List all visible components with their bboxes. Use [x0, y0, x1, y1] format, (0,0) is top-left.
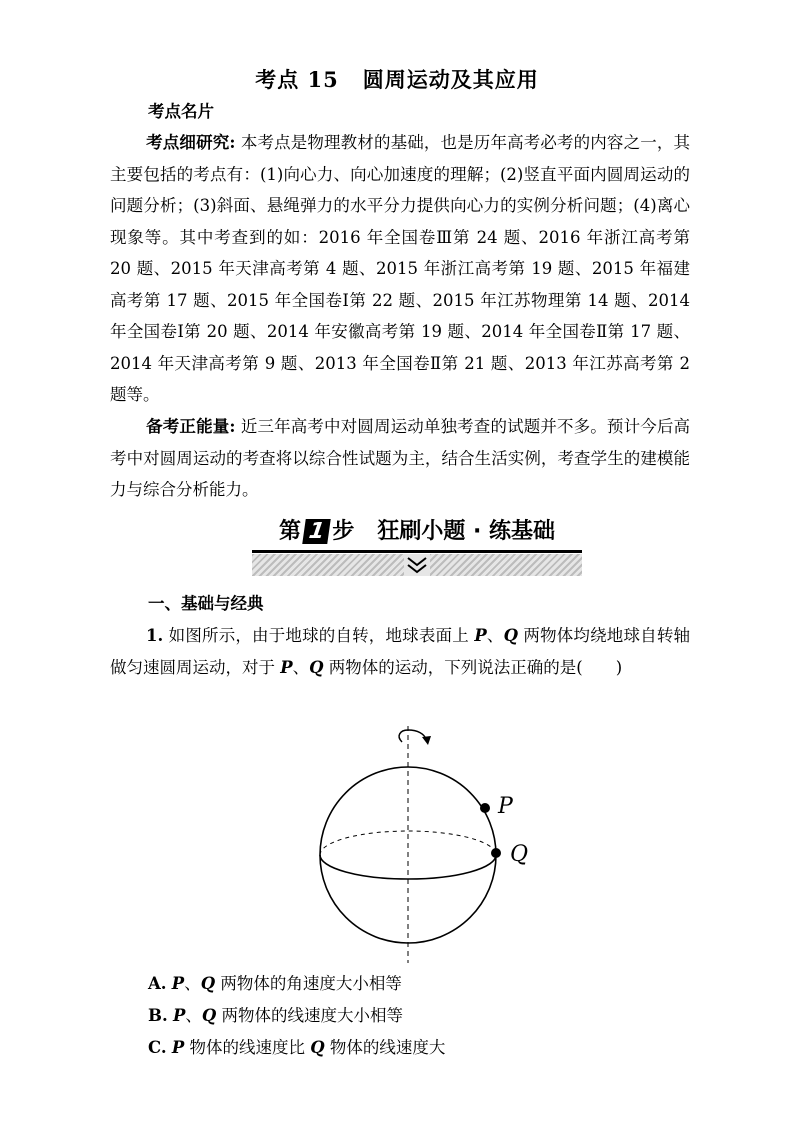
earth-rotation-figure: [300, 718, 540, 968]
banner-label: 第 1 步 狂刷小题 · 练基础: [278, 519, 555, 544]
label-p: P: [498, 794, 513, 819]
title-number: 考点 15: [255, 67, 339, 92]
section-heading: 一、基础与经典: [148, 594, 264, 613]
point-p: [480, 803, 490, 813]
point-q: [491, 848, 501, 858]
equator-front: [320, 855, 496, 879]
rotation-arrowhead-icon: [422, 736, 431, 745]
double-chevron-down-icon: [404, 554, 430, 576]
prep-label: 备考正能量:: [146, 417, 236, 436]
detail-label: 考点细研究:: [146, 133, 236, 152]
option-b: B. P、Q 两物体的线速度大小相等: [148, 1006, 403, 1025]
intro-heading: 考点名片: [148, 102, 214, 121]
prep-paragraph: [110, 411, 690, 506]
option-c: C. P 物体的线速度比 Q 物体的线速度大: [148, 1038, 446, 1057]
step-banner: [252, 510, 582, 578]
title-text: 圆周运动及其应用: [362, 67, 539, 92]
prep-text: 近三年高考中对圆周运动单独考查的试题并不多。预计今后高考中对圆周运动的考查将以综合性试题为主，结合生活实例，考查学生的建模能力与综合分析能力。: [110, 417, 690, 499]
question-number: 1.: [146, 626, 164, 645]
detail-paragraph: [110, 127, 690, 411]
question-1: 1. 如图所示，由于地球的自转，地球表面上 P、Q 两物体均绕地球自转轴做匀速圆周运动，对于 P、Q 两物体的运动，下列说法正确的是( ): [110, 626, 691, 677]
rotation-arrow-icon: [399, 730, 426, 742]
banner-text: 狂刷小题 · 练基础: [377, 519, 555, 544]
step-number-badge: 1: [302, 519, 331, 544]
page-title: [0, 64, 794, 94]
label-q: Q: [510, 842, 529, 867]
detail-text: 本考点是物理教材的基础，也是历年高考必考的内容之一，其主要包括的考点有：(1)向心力、向心加速度的理解；(2)竖直平面内圆周运动的问题分析；(3)斜面、悬绳弹力的水平分力提供向心力的实例分析问题；(4)离心现象等。其中考查到的如：2016 年全国卷Ⅲ第 24 题、2016 年浙江高考第 20 题、2015 年天津高考第 4 题、2015 年浙江高考第 19 题、2015 年福建高考第 17 题、2015 年全国卷Ⅰ第 22 题、2015 年江苏物理第 14 题、2014 年全国卷Ⅰ第 20 题、2014 年安徽高考第 19 题、2014 年全国卷Ⅱ第 17 题、2014 年天津高考第 9 题、2013 年全国卷Ⅱ第 21 题、2013 年江苏高考第 2 题等。: [110, 133, 690, 404]
option-a: A. P、Q 两物体的角速度大小相等: [148, 974, 402, 993]
